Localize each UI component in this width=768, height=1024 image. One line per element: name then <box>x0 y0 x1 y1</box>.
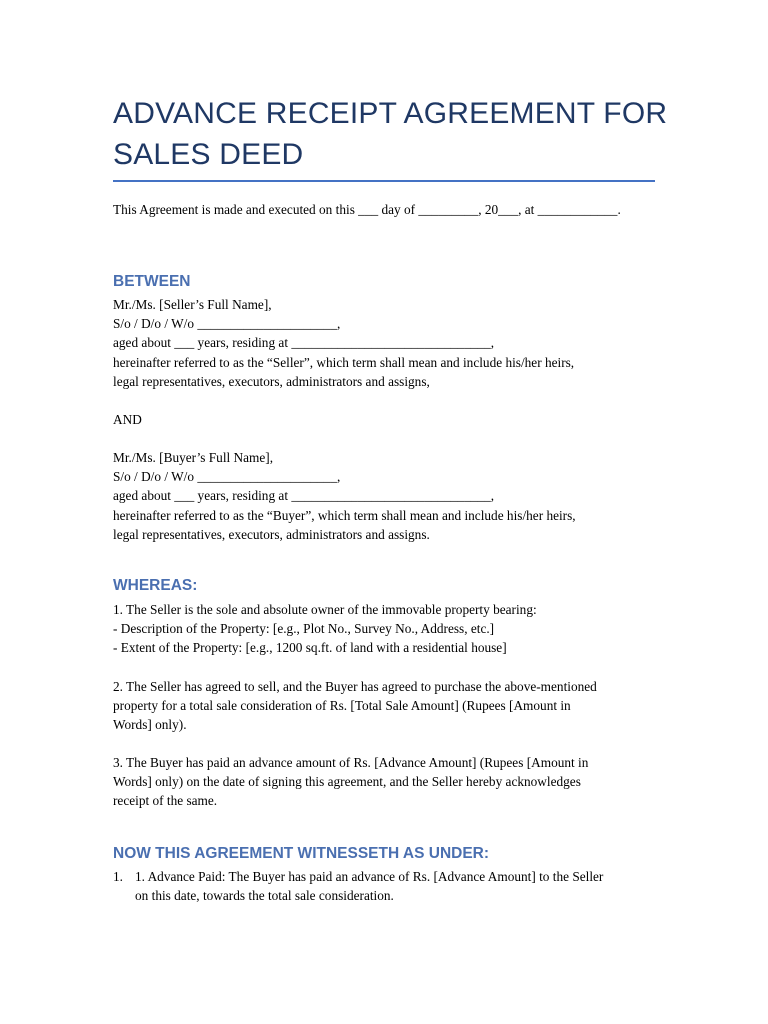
seller-paragraph <box>113 295 653 391</box>
witnesseth-heading: NOW THIS AGREEMENT WITNESSETH AS UNDER: <box>113 845 490 862</box>
whereas-line: 3. The Buyer has paid an advance amount of Rs. [Advance Amount] (Rupees [Amount in <box>113 755 589 770</box>
clause-line: 1. Advance Paid: The Buyer has paid an advance of Rs. [Advance Amount] to the Seller <box>135 869 604 884</box>
whereas-line: 1. The Seller is the sole and absolute owner of the immovable property bearing: <box>113 602 537 617</box>
whereas-paragraph-2 <box>113 677 653 735</box>
buyer-paragraph <box>113 448 653 544</box>
intro-text: This Agreement is made and executed on this ___ day of _________, 20___, at ____________. <box>113 202 621 217</box>
title-line-1: ADVANCE RECEIPT AGREEMENT FOR <box>113 97 668 130</box>
whereas-line: - Extent of the Property: [e.g., 1200 sq.ft. of land with a residential house] <box>113 640 507 656</box>
between-heading: BETWEEN <box>113 273 191 290</box>
clause-body <box>135 867 655 905</box>
buyer-line: legal representatives, executors, administrators and assigns. <box>113 526 430 542</box>
whereas-line: property for a total sale consideration of Rs. [Total Sale Amount] (Rupees [Amount in <box>113 698 571 714</box>
whereas-line: - Description of the Property: [e.g., Plot No., Survey No., Address, etc.] <box>113 621 495 637</box>
intro-paragraph <box>113 200 653 219</box>
title-underline <box>113 180 655 182</box>
whereas-line: Words] only). <box>113 717 187 733</box>
whereas-line: 2. The Seller has agreed to sell, and the Buyer has agreed to purchase the above-mentioned <box>113 679 597 694</box>
buyer-line: hereinafter referred to as the “Buyer”, which term shall mean and include his/her heirs, <box>113 507 576 523</box>
clause-line: on this date, towards the total sale consideration. <box>135 888 394 904</box>
seller-line: legal representatives, executors, administrators and assigns, <box>113 373 430 389</box>
whereas-paragraph-1 <box>113 600 653 658</box>
title-line-2: SALES DEED <box>113 138 304 171</box>
whereas-heading: WHEREAS: <box>113 577 198 594</box>
whereas-line: Words] only) on the date of signing this agreement, and the Seller hereby acknowledges <box>113 774 581 790</box>
clause-number: 1. <box>113 869 123 884</box>
seller-line: aged about ___ years, residing at ______________________________, <box>113 335 495 351</box>
buyer-line: aged about ___ years, residing at ______________________________, <box>113 488 495 504</box>
buyer-line: S/o / D/o / W/o _____________________, <box>113 469 341 485</box>
seller-line: Mr./Ms. [Seller’s Full Name], <box>113 297 272 312</box>
and-paragraph <box>113 410 653 429</box>
and-text: AND <box>113 412 142 427</box>
whereas-paragraph-3 <box>113 753 653 811</box>
buyer-line: Mr./Ms. [Buyer’s Full Name], <box>113 450 274 465</box>
whereas-line: receipt of the same. <box>113 793 218 809</box>
seller-line: S/o / D/o / W/o _____________________, <box>113 316 341 332</box>
document-title <box>113 93 673 175</box>
seller-line: hereinafter referred to as the “Seller”, which term shall mean and include his/her heirs, <box>113 354 575 370</box>
